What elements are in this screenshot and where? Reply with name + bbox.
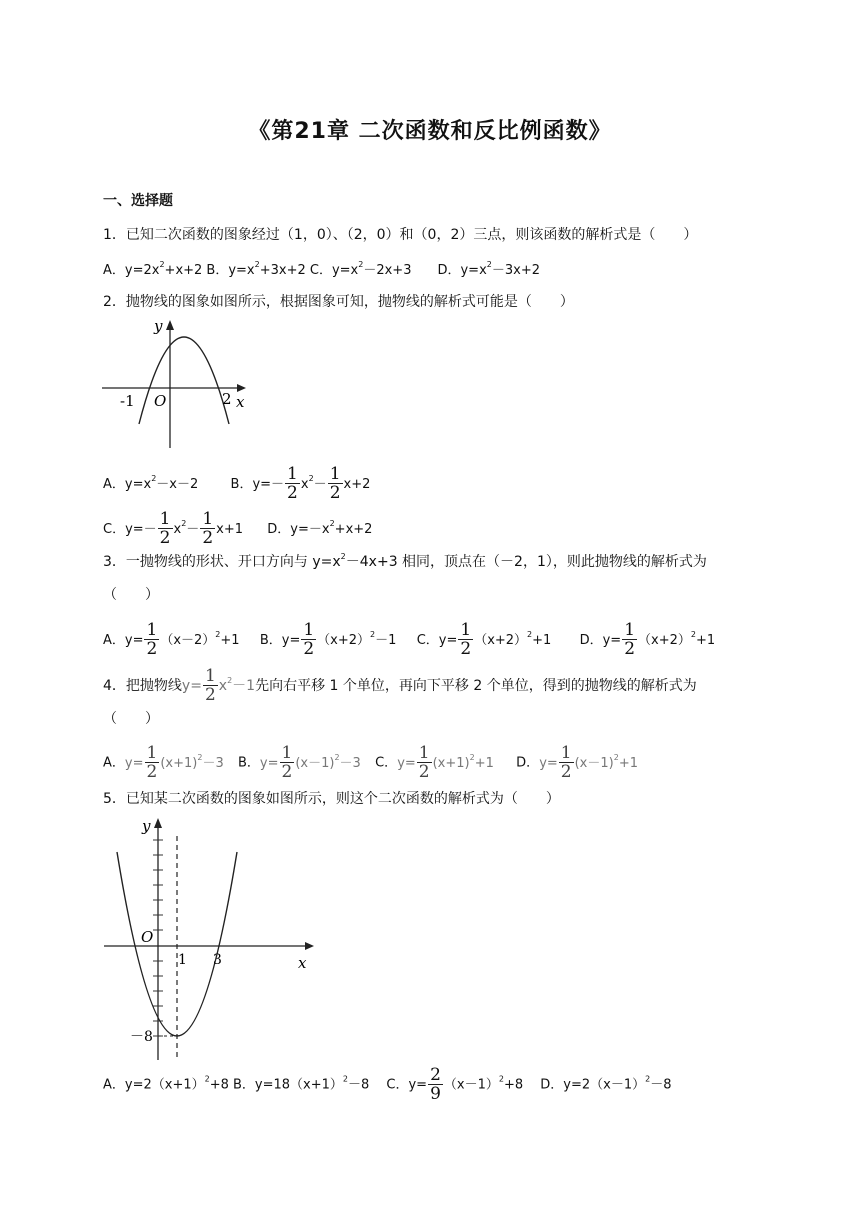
exponent: 2: [469, 752, 475, 762]
question-1-options: [103, 259, 540, 278]
option-text: （x+2）: [638, 632, 691, 648]
option-text: （x－2）: [160, 632, 216, 648]
exponent: 2: [334, 752, 340, 762]
question-2-stem: 2．抛物线的图象如图所示，根据图象可知，抛物线的解析式可能是（ ）: [103, 294, 574, 310]
option-text: x+2: [343, 476, 371, 492]
origin-label: O: [154, 392, 167, 410]
q1-option-text: A．y=2x: [103, 263, 160, 278]
q3-option-b: [259, 620, 397, 659]
option-text: －1: [375, 632, 397, 648]
exponent: 2: [204, 1074, 210, 1084]
y-axis-label: y: [154, 317, 163, 335]
y-axis-label: y: [142, 817, 151, 835]
q3-option-a: [103, 620, 240, 659]
q1-option-text: －2x+3 D．y=x: [363, 263, 487, 278]
question-5-graph: [100, 812, 322, 1062]
q3-option-c: [416, 620, 552, 659]
exponent: 2: [358, 260, 364, 269]
exponent: 2: [498, 1074, 504, 1084]
q4-option-b: [238, 743, 361, 782]
option-text: +x+2: [334, 521, 373, 537]
exponent: 2: [215, 629, 221, 639]
option-text: x: [300, 476, 309, 492]
question-1-stem: 1．已知二次函数的图象经过（1，0）、（2，0）和（0，2）三点，则该函数的解析式是（ ）: [103, 227, 698, 243]
formula-text: y=: [539, 755, 558, 771]
question-5-options: [103, 1067, 671, 1103]
option-text: －x－2: [156, 476, 199, 492]
option-text: －: [186, 521, 200, 537]
exponent: 2: [645, 1074, 651, 1084]
exponent: 2: [342, 1074, 348, 1084]
section-heading: 一、选择题: [103, 193, 173, 209]
q4-option-c: [375, 743, 494, 782]
option-text: C．y=－: [103, 521, 157, 537]
question-2-options-row-1: [103, 466, 370, 502]
formula-text: －3: [202, 755, 224, 771]
x-axis-label: x: [236, 393, 245, 411]
stem-text: 4．把抛物线: [103, 678, 182, 694]
formula-text: (x+1): [160, 755, 198, 771]
fraction: $\frac{1}{2}$: [303, 620, 315, 659]
formula-text: (x－1): [574, 755, 614, 771]
stem-text: 先向右平移 1 个单位，再向下平移 2 个单位，得到的抛物线的解析式为: [255, 678, 697, 694]
x-axis-arrow-icon: [305, 942, 314, 950]
exponent: 2: [340, 552, 346, 561]
formula-text: －1: [232, 678, 256, 694]
option-text: D．y=－x: [267, 521, 330, 537]
option-text: （x+2）: [317, 632, 371, 648]
option-text: +1: [532, 632, 552, 648]
fraction: $\frac{1}{2}$: [329, 464, 341, 503]
exponent: 2: [527, 629, 533, 639]
exponent: 2: [613, 752, 619, 762]
x-axis-label: x: [298, 954, 307, 972]
exponent: 2: [329, 518, 335, 528]
question-2-options-row-2: [103, 511, 372, 547]
option-text: （x－1）: [443, 1077, 499, 1093]
option-text: +8 D．y=2（x－1）: [503, 1077, 646, 1093]
exponent: 2: [308, 473, 314, 483]
q3-option-d: [579, 620, 716, 659]
formula-text: (x+1): [432, 755, 470, 771]
question-4-stem-line-2: （ ）: [103, 711, 159, 727]
root-label-left: -1: [120, 392, 135, 410]
exponent: 2: [227, 676, 233, 685]
question-3-options: [103, 622, 715, 658]
tick-label-3: 3: [213, 952, 222, 968]
option-text: A．y=: [103, 632, 144, 648]
q2-option-b: [230, 464, 371, 503]
option-text: C．y=: [416, 632, 458, 648]
q4-formula: [181, 666, 256, 705]
option-text: C．: [375, 755, 398, 771]
question-3-stem-line-2: （ ）: [103, 587, 159, 603]
formula-text: y=: [181, 678, 202, 694]
stem-text: 3．一抛物线的形状、开口方向与 y=x: [103, 554, 341, 570]
question-4-options: [103, 745, 638, 781]
formula-text: +1: [618, 755, 638, 771]
exponent: 2: [181, 518, 187, 528]
fraction: $\frac{2}{9}$: [430, 1065, 441, 1104]
exponent: 2: [159, 260, 165, 269]
formula-text: x: [218, 678, 228, 694]
y-axis-arrow-icon: [154, 818, 162, 828]
exponent: 2: [151, 473, 157, 483]
option-text: D．y=: [579, 632, 622, 648]
q1-option-text: +3x+2 C．y=x: [259, 263, 359, 278]
formula-text: y=: [397, 755, 416, 771]
tick-label-minus-8: －8: [130, 1029, 153, 1045]
question-5-stem: 5．已知某二次函数的图象如图所示，则这个二次函数的解析式为（ ）: [103, 791, 560, 807]
option-text: D．: [516, 755, 540, 771]
option-text: +8 B．y=18（x+1）: [209, 1077, 343, 1093]
origin-label: O: [141, 928, 154, 946]
fraction: $\frac{1}{2}$: [560, 743, 572, 782]
option-text: x+1: [216, 521, 243, 537]
fraction: $\frac{1}{2}$: [146, 743, 158, 782]
question-4-stem: [103, 668, 697, 704]
q4-option-d: [516, 743, 638, 782]
exponent: 2: [197, 752, 203, 762]
stem-text: －4x+3 相同，顶点在（－2，1），则此抛物线的解析式为: [345, 554, 707, 570]
q1-option-text: +x+2 B．y=x: [164, 263, 255, 278]
option-text: B．y=－: [230, 476, 285, 492]
q4-option-a: [103, 743, 224, 782]
option-text: （x+2）: [474, 632, 528, 648]
exponent: 2: [486, 260, 492, 269]
parabola-curve: [139, 337, 229, 424]
option-text: A．: [103, 755, 125, 771]
formula-text: +1: [474, 755, 494, 771]
option-text: x: [173, 521, 182, 537]
option-text: A．y=2（x+1）: [103, 1077, 205, 1093]
option-text: +1: [220, 632, 240, 648]
q1-option-text: －3x+2: [491, 263, 540, 278]
option-text: －: [313, 476, 327, 492]
option-text: －8 C．y=: [348, 1077, 428, 1093]
option-text: －8: [650, 1077, 672, 1093]
question-2-graph: [98, 314, 250, 450]
exponent: 2: [690, 629, 696, 639]
q2-option-a: [103, 473, 199, 492]
y-axis-arrow-icon: [166, 320, 174, 330]
fraction: $\frac{1}{2}$: [204, 666, 216, 705]
q2-option-d: [267, 518, 373, 537]
exponent: 2: [370, 629, 376, 639]
fraction: $\frac{1}{2}$: [418, 743, 430, 782]
formula-text: －3: [339, 755, 361, 771]
tick-label-1: 1: [178, 952, 187, 968]
page-title: 《第21章 二次函数和反比例函数》: [248, 119, 612, 144]
fraction: $\frac{1}{2}$: [281, 743, 293, 782]
fraction: $\frac{1}{2}$: [202, 509, 214, 548]
fraction: $\frac{1}{2}$: [287, 464, 298, 503]
root-label-right: 2: [222, 390, 232, 408]
formula-text: y=: [259, 755, 279, 771]
option-text: A．y=x: [103, 476, 152, 492]
exponent: 2: [254, 260, 260, 269]
fraction: $\frac{1}{2}$: [146, 620, 158, 659]
option-text: +1: [695, 632, 716, 648]
fraction: $\frac{1}{2}$: [159, 509, 171, 548]
option-text: B．: [238, 755, 260, 771]
question-3-stem: [103, 551, 707, 571]
formula-text: (x－1): [295, 755, 335, 771]
formula-text: y=: [124, 755, 144, 771]
fraction: $\frac{1}{2}$: [460, 620, 472, 659]
fraction: $\frac{1}{2}$: [624, 620, 636, 659]
q2-option-c: [103, 509, 243, 548]
option-text: B．y=: [259, 632, 301, 648]
x-axis-arrow-icon: [237, 384, 246, 392]
